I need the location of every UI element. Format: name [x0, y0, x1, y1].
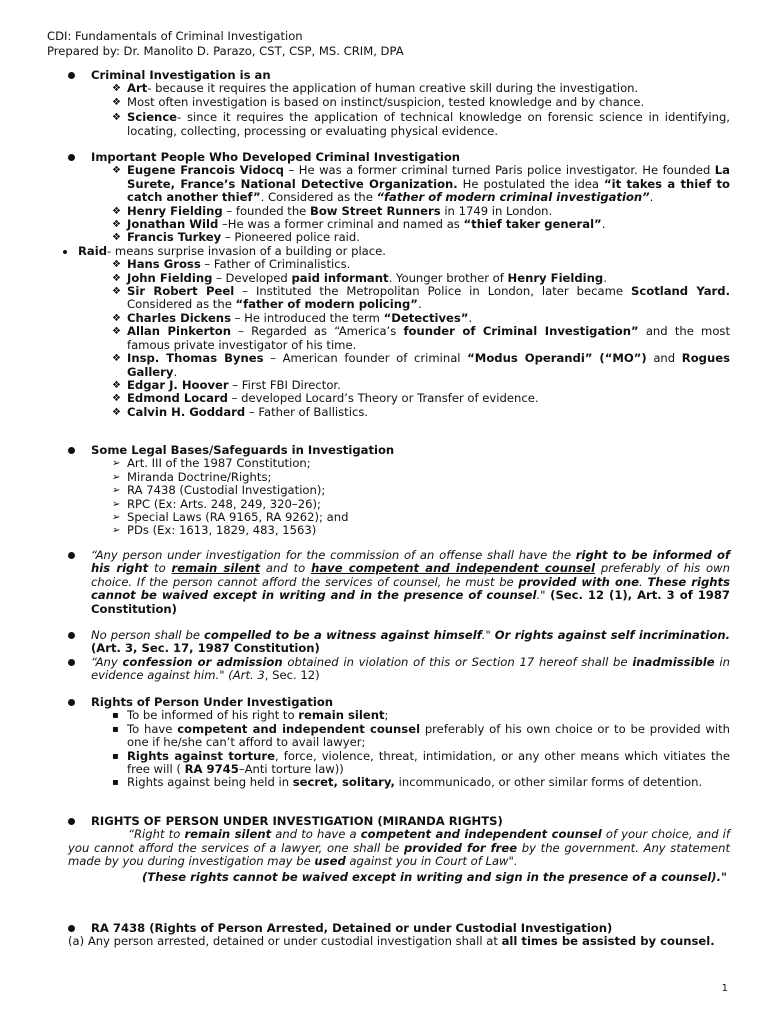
text: PDs (Ex: 1613, 1829, 483, 1563) [127, 523, 317, 538]
text: . [639, 574, 648, 589]
text: . [173, 364, 178, 379]
text: No person shall be [91, 628, 204, 642]
person-name: Jonathan Wild [127, 217, 219, 232]
text: Considered as the [127, 297, 236, 312]
section-sec12-quote [68, 549, 730, 616]
list-item [68, 392, 730, 405]
text: - since it requires the application of technical knowledge on forensic science in identifying, locating, collecting, processing or evaluating physical evidence. [127, 110, 730, 138]
list-item [68, 352, 730, 379]
square-bullet-icon: ▪ [112, 777, 119, 789]
section-heading: Rights of Person Under Investigation [91, 695, 334, 709]
diamond-bullet-icon: ❖ [112, 219, 121, 231]
text: – Instituted the Metropolitan Police in London, later became [234, 284, 631, 299]
section-heading: RA 7438 (Rights of Person Arrested, Detained or under Custodial Investigation) [91, 921, 613, 935]
person-name: Allan Pinkerton [127, 324, 231, 339]
text: Special Laws (RA 9165, RA 9262); and [127, 510, 349, 525]
bullet-heading [68, 444, 730, 457]
list-item [68, 325, 730, 352]
prepared-by: Prepared by: Dr. Manolito D. Parazo, CST, CSP, MS. CRIM, DPA [47, 44, 404, 58]
section-important-people [68, 151, 730, 419]
list-item [68, 457, 730, 470]
text: . [601, 217, 606, 232]
diamond-bullet-icon: ❖ [112, 205, 121, 217]
list-item [68, 312, 730, 325]
text: – American founder of criminal [263, 351, 468, 366]
diamond-bullet-icon: ❖ [112, 165, 121, 177]
list-item [68, 723, 730, 750]
bullet-paragraph [68, 549, 730, 616]
page-number: 1 [721, 983, 728, 994]
list-item [68, 709, 730, 722]
section-heading: Important People Who Developed Criminal Investigation [91, 150, 461, 164]
text-bold: founder of Criminal Investigation” [403, 324, 639, 339]
document-header [47, 29, 404, 59]
bullet-raid [63, 245, 730, 258]
text-bold: competent and independent counsel [360, 827, 602, 842]
text-bold: “thief taker general” [463, 217, 602, 232]
bullet-paragraph [68, 629, 730, 656]
miranda-quote [68, 828, 730, 868]
text: Rights against being held in [127, 775, 293, 790]
text-bold-italic: (These rights cannot be waived except in writing and sign in the presence of a counsel)." [142, 869, 728, 884]
text: Art. 3 [232, 668, 265, 683]
term: Science [127, 110, 178, 125]
square-bullet-icon: ▪ [112, 710, 119, 722]
section-heading: RIGHTS OF PERSON UNDER INVESTIGATION (MIRANDA RIGHTS) [91, 814, 503, 828]
text-bold: all times be assisted by counsel. [501, 934, 715, 949]
text: RA 7438 (Custodial Investigation); [127, 483, 326, 498]
diamond-bullet-icon: ❖ [112, 393, 121, 405]
text-bold: inadmissible [632, 654, 715, 669]
text: Most often investigation is based on instinct/suspicion, tested knowledge and by chance. [127, 94, 645, 109]
bullet-heading [68, 696, 730, 709]
diamond-bullet-icon: ❖ [112, 259, 121, 271]
text-bold: Rights against torture [127, 748, 275, 763]
person-name: Sir Robert Peel [127, 284, 235, 299]
list-item [68, 406, 730, 419]
text-bold: “Modus Operandi” (“MO”) [467, 351, 647, 366]
list-item [68, 285, 730, 312]
list-item [68, 218, 730, 231]
bullet-heading [68, 151, 730, 164]
list-item [68, 82, 730, 95]
diamond-bullet-icon: ❖ [112, 232, 121, 244]
text: and [646, 351, 682, 366]
section-self-incrimination [68, 629, 730, 683]
diamond-bullet-icon: ❖ [112, 96, 121, 108]
text: – developed Locard’s Theory or Transfer of evidence. [227, 391, 539, 406]
text-bold: remain silent [298, 708, 385, 723]
text: To be informed of his right to [127, 708, 299, 723]
text: RPC (Ex: Arts. 248, 249, 320–26); [127, 496, 321, 511]
diamond-bullet-icon: ❖ [112, 326, 121, 338]
text: Miranda Doctrine/Rights; [127, 469, 272, 484]
text-bold: Or rights against self incrimination. [494, 628, 730, 642]
text: . [649, 190, 654, 205]
text-bold: remain silent [184, 827, 272, 842]
square-bullet-icon: ▪ [112, 723, 119, 735]
person-name: Francis Turkey [127, 230, 222, 245]
diamond-bullet-icon: ❖ [112, 353, 121, 365]
text-bold: “Detectives” [383, 310, 469, 325]
diamond-bullet-icon: ❖ [112, 379, 121, 391]
list-item [68, 231, 730, 244]
waiver-note [68, 871, 730, 884]
text-bold-italic: “father of modern criminal investigation” [376, 190, 650, 205]
text: ." [481, 628, 495, 642]
text: and to have a [271, 827, 361, 842]
text: – Father of Criminalistics. [200, 257, 351, 272]
person-name: Calvin H. Goddard [127, 404, 246, 419]
person-name: Charles Dickens [127, 310, 231, 325]
text-bold: confession or admission [122, 654, 283, 669]
text: – Father of Ballistics. [245, 404, 369, 419]
text: . [603, 270, 607, 285]
list-item [68, 205, 730, 218]
text: by the government. Any statement made by you during investigation may be [68, 840, 730, 869]
text: – Regarded as “America’s [231, 324, 404, 339]
text-underlined: have competent and independent counsel [311, 561, 595, 576]
arrow-bullet-icon: ➢ [112, 471, 121, 483]
diamond-bullet-icon: ❖ [112, 312, 121, 324]
text: . Younger brother of [388, 270, 508, 285]
section-rights-of-person [68, 696, 730, 790]
text-bold: provided for free [403, 840, 518, 855]
person-name: Henry Fielding [127, 203, 223, 218]
document-title: CDI: Fundamentals of Criminal Investigation [47, 29, 303, 43]
diamond-bullet-icon: ❖ [112, 272, 121, 284]
person-name: Insp. Thomas Bynes [127, 351, 264, 366]
text: ." [536, 588, 551, 603]
text-bold: competent and independent counsel [177, 721, 421, 736]
list-item [68, 750, 730, 777]
text-bold: used [314, 854, 346, 869]
text: (a) Any person arrested, detained or under custodial investigation shall at [68, 934, 502, 949]
bullet-paragraph [68, 656, 730, 683]
section-legal-bases [68, 444, 730, 538]
text: in 1749 in London. [440, 203, 553, 218]
text: “Any [91, 654, 123, 669]
text: – He was a former criminal turned Paris police investigator. He founded [283, 163, 715, 178]
text: of your choice, and if you cannot afford the services of a lawyer, one shall be [68, 827, 730, 855]
text: incommunicado, or other similar forms of detention. [394, 775, 703, 790]
text-bold: paid informant [291, 270, 389, 285]
text: “Right to [128, 827, 185, 842]
text: to [148, 561, 172, 576]
text: . Considered as the [260, 190, 377, 205]
text-bold: secret, solitary, [292, 775, 395, 790]
term: Art [127, 81, 148, 96]
diamond-bullet-icon: ❖ [112, 286, 121, 298]
list-item [68, 776, 730, 789]
text-bold: Scotland Yard. [631, 284, 730, 299]
text-bold: Bow Street Runners [310, 203, 441, 218]
text: preferably of his own choice. If the person cannot afford the services of counsel, he must be [91, 561, 730, 589]
list-item [68, 96, 730, 109]
list-item [68, 258, 730, 271]
text-bold: La Surete, France’s National Detective Organization. [127, 163, 730, 191]
text: . [417, 297, 422, 312]
text: and to [260, 561, 312, 576]
arrow-bullet-icon: ➢ [112, 498, 121, 510]
section-heading: Some Legal Bases/Safeguards in Investigation [91, 443, 395, 457]
arrow-bullet-icon: ➢ [112, 485, 121, 497]
text-bold: “it takes a thief to catch another thief” [127, 176, 730, 205]
section-ra7438 [68, 922, 730, 949]
text: To have [127, 721, 178, 736]
text: - because it requires the application of human creative skill during the investigation. [147, 81, 639, 96]
section-miranda-rights [68, 815, 730, 884]
text-bold: provided with one [518, 574, 640, 589]
square-bullet-icon: ▪ [112, 750, 119, 762]
arrow-bullet-icon: ➢ [112, 458, 121, 470]
text-underlined: remain silent [171, 561, 260, 576]
list-item [68, 379, 730, 392]
text-bold: compelled to be a witness against himself [204, 628, 482, 642]
text: - means surprise invasion of a building or place. [107, 243, 386, 258]
list-item [68, 111, 730, 138]
text: Art. III of the 1987 Constitution; [127, 456, 311, 471]
citation: (Sec. 12 (1), Art. 3 of 1987 Constitution) [91, 588, 730, 616]
bullet-heading [68, 815, 730, 828]
list-item [68, 498, 730, 511]
text: – He introduced the term [230, 310, 384, 325]
text: obtained in violation of this or Section 17 hereof shall be [282, 654, 633, 669]
text: – First FBI Director. [228, 377, 341, 392]
paragraph [68, 935, 730, 948]
section-criminal-investigation [68, 69, 730, 138]
text: He postulated the idea [457, 176, 605, 191]
text-bold: Rogues Gallery [127, 351, 730, 379]
person-name: Edgar J. Hoover [127, 377, 229, 392]
text: – Pioneered police raid. [221, 230, 360, 245]
person-name: John Fielding [127, 270, 213, 285]
text: –He was a former criminal and named as [218, 217, 464, 232]
text: and the most famous private investigator of his time. [127, 324, 730, 352]
text: against you in Court of Law". [345, 854, 518, 869]
section-heading: Criminal Investigation is an [91, 68, 271, 82]
list-item [68, 272, 730, 285]
text: , Sec. 12) [264, 668, 320, 683]
list-item [68, 471, 730, 484]
arrow-bullet-icon: ➢ [112, 525, 121, 537]
bullet-heading [68, 69, 730, 82]
list-item [68, 164, 730, 204]
text: in evidence against him." ( [91, 654, 730, 683]
text: –Anti torture law)) [238, 762, 344, 777]
text: , force, violence, threat, intimidation, or any other means which vitiates the free will ( [127, 748, 730, 777]
bullet-heading [68, 922, 730, 935]
text-bold: RA 9745 [184, 762, 239, 777]
list-item [68, 484, 730, 497]
text-bold: “father of modern policing” [235, 297, 418, 312]
person-name: Edmond Locard [127, 391, 228, 406]
person-name: Hans Gross [127, 257, 201, 272]
arrow-bullet-icon: ➢ [112, 512, 121, 524]
list-item [68, 524, 730, 537]
text-bold: right to be informed of his right [91, 548, 730, 576]
text: “Any person under investigation for the commission of an offense shall have the [91, 548, 576, 562]
text: . [468, 310, 473, 325]
text: – Developed [212, 270, 292, 285]
text: – founded the [222, 203, 310, 218]
person-name: Eugene Francois Vidocq [127, 163, 284, 178]
diamond-bullet-icon: ❖ [112, 83, 121, 95]
text-bold: Henry Fielding [507, 270, 604, 285]
diamond-bullet-icon: ❖ [112, 406, 121, 418]
text: preferably of his own choice or to be provided with one if he/she can’t afford to avail lawyer; [127, 721, 730, 750]
term: Raid [78, 243, 108, 258]
citation: (Art. 3, Sec. 17, 1987 Constitution) [91, 641, 320, 656]
text: ; [384, 708, 389, 723]
list-item [68, 511, 730, 524]
diamond-bullet-icon: ❖ [112, 112, 121, 124]
text-bold: These rights cannot be waived except in writing and in the presence of counsel [91, 574, 730, 603]
